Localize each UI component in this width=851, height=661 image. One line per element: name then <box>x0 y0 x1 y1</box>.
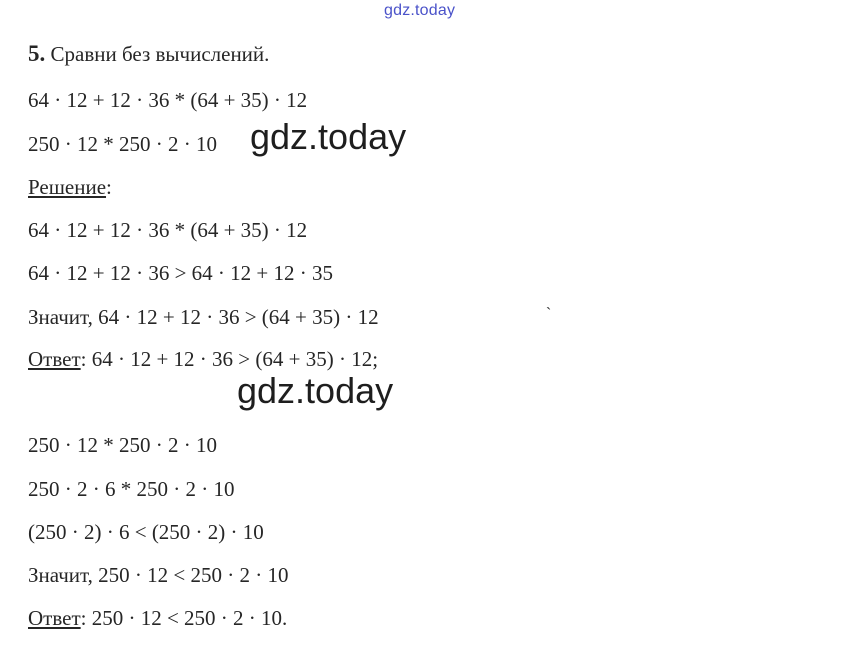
problem-2: 250 · 12 * 250 · 2 · 10 <box>28 132 217 156</box>
solution-2-line-1: 250 · 12 * 250 · 2 · 10 <box>28 433 217 457</box>
solution-2-line-3: (250 · 2) · 6 < (250 · 2) · 10 <box>28 520 264 544</box>
task-heading <box>28 42 269 66</box>
answer-1-text: : 64 · 12 + 12 · 36 > (64 + 35) · 12; <box>80 347 379 371</box>
task-title: Сравни без вычислений. <box>50 42 270 66</box>
solution-heading-label: Решение <box>28 175 107 199</box>
scan-speck: ` <box>546 306 552 323</box>
watermark-1: gdz.today <box>250 116 407 157</box>
problem-1: 64 · 12 + 12 · 36 * (64 + 35) · 12 <box>28 88 308 112</box>
answer-2-label: Ответ <box>28 606 81 630</box>
solution-heading-colon: : <box>106 175 112 199</box>
answer-1-label: Ответ <box>28 347 81 371</box>
task-number: 5. <box>28 41 46 66</box>
solution-1-line-2: 64 · 12 + 12 · 36 > 64 · 12 + 12 · 35 <box>28 261 334 285</box>
answer-1 <box>28 347 378 371</box>
solution-2-line-4: Значит, 250 · 12 < 250 · 2 · 10 <box>28 563 289 587</box>
answer-2 <box>28 606 287 630</box>
watermark-2: gdz.today <box>237 370 394 411</box>
watermark-top: gdz.today <box>384 2 456 19</box>
answer-2-text: : 250 · 12 < 250 · 2 · 10. <box>80 606 288 630</box>
solution-2-line-2: 250 · 2 · 6 * 250 · 2 · 10 <box>28 477 235 501</box>
solution-heading <box>28 175 112 199</box>
solution-1-line-1: 64 · 12 + 12 · 36 * (64 + 35) · 12 <box>28 218 308 242</box>
solution-1-line-3: Значит, 64 · 12 + 12 · 36 > (64 + 35) · 12 <box>28 305 379 329</box>
